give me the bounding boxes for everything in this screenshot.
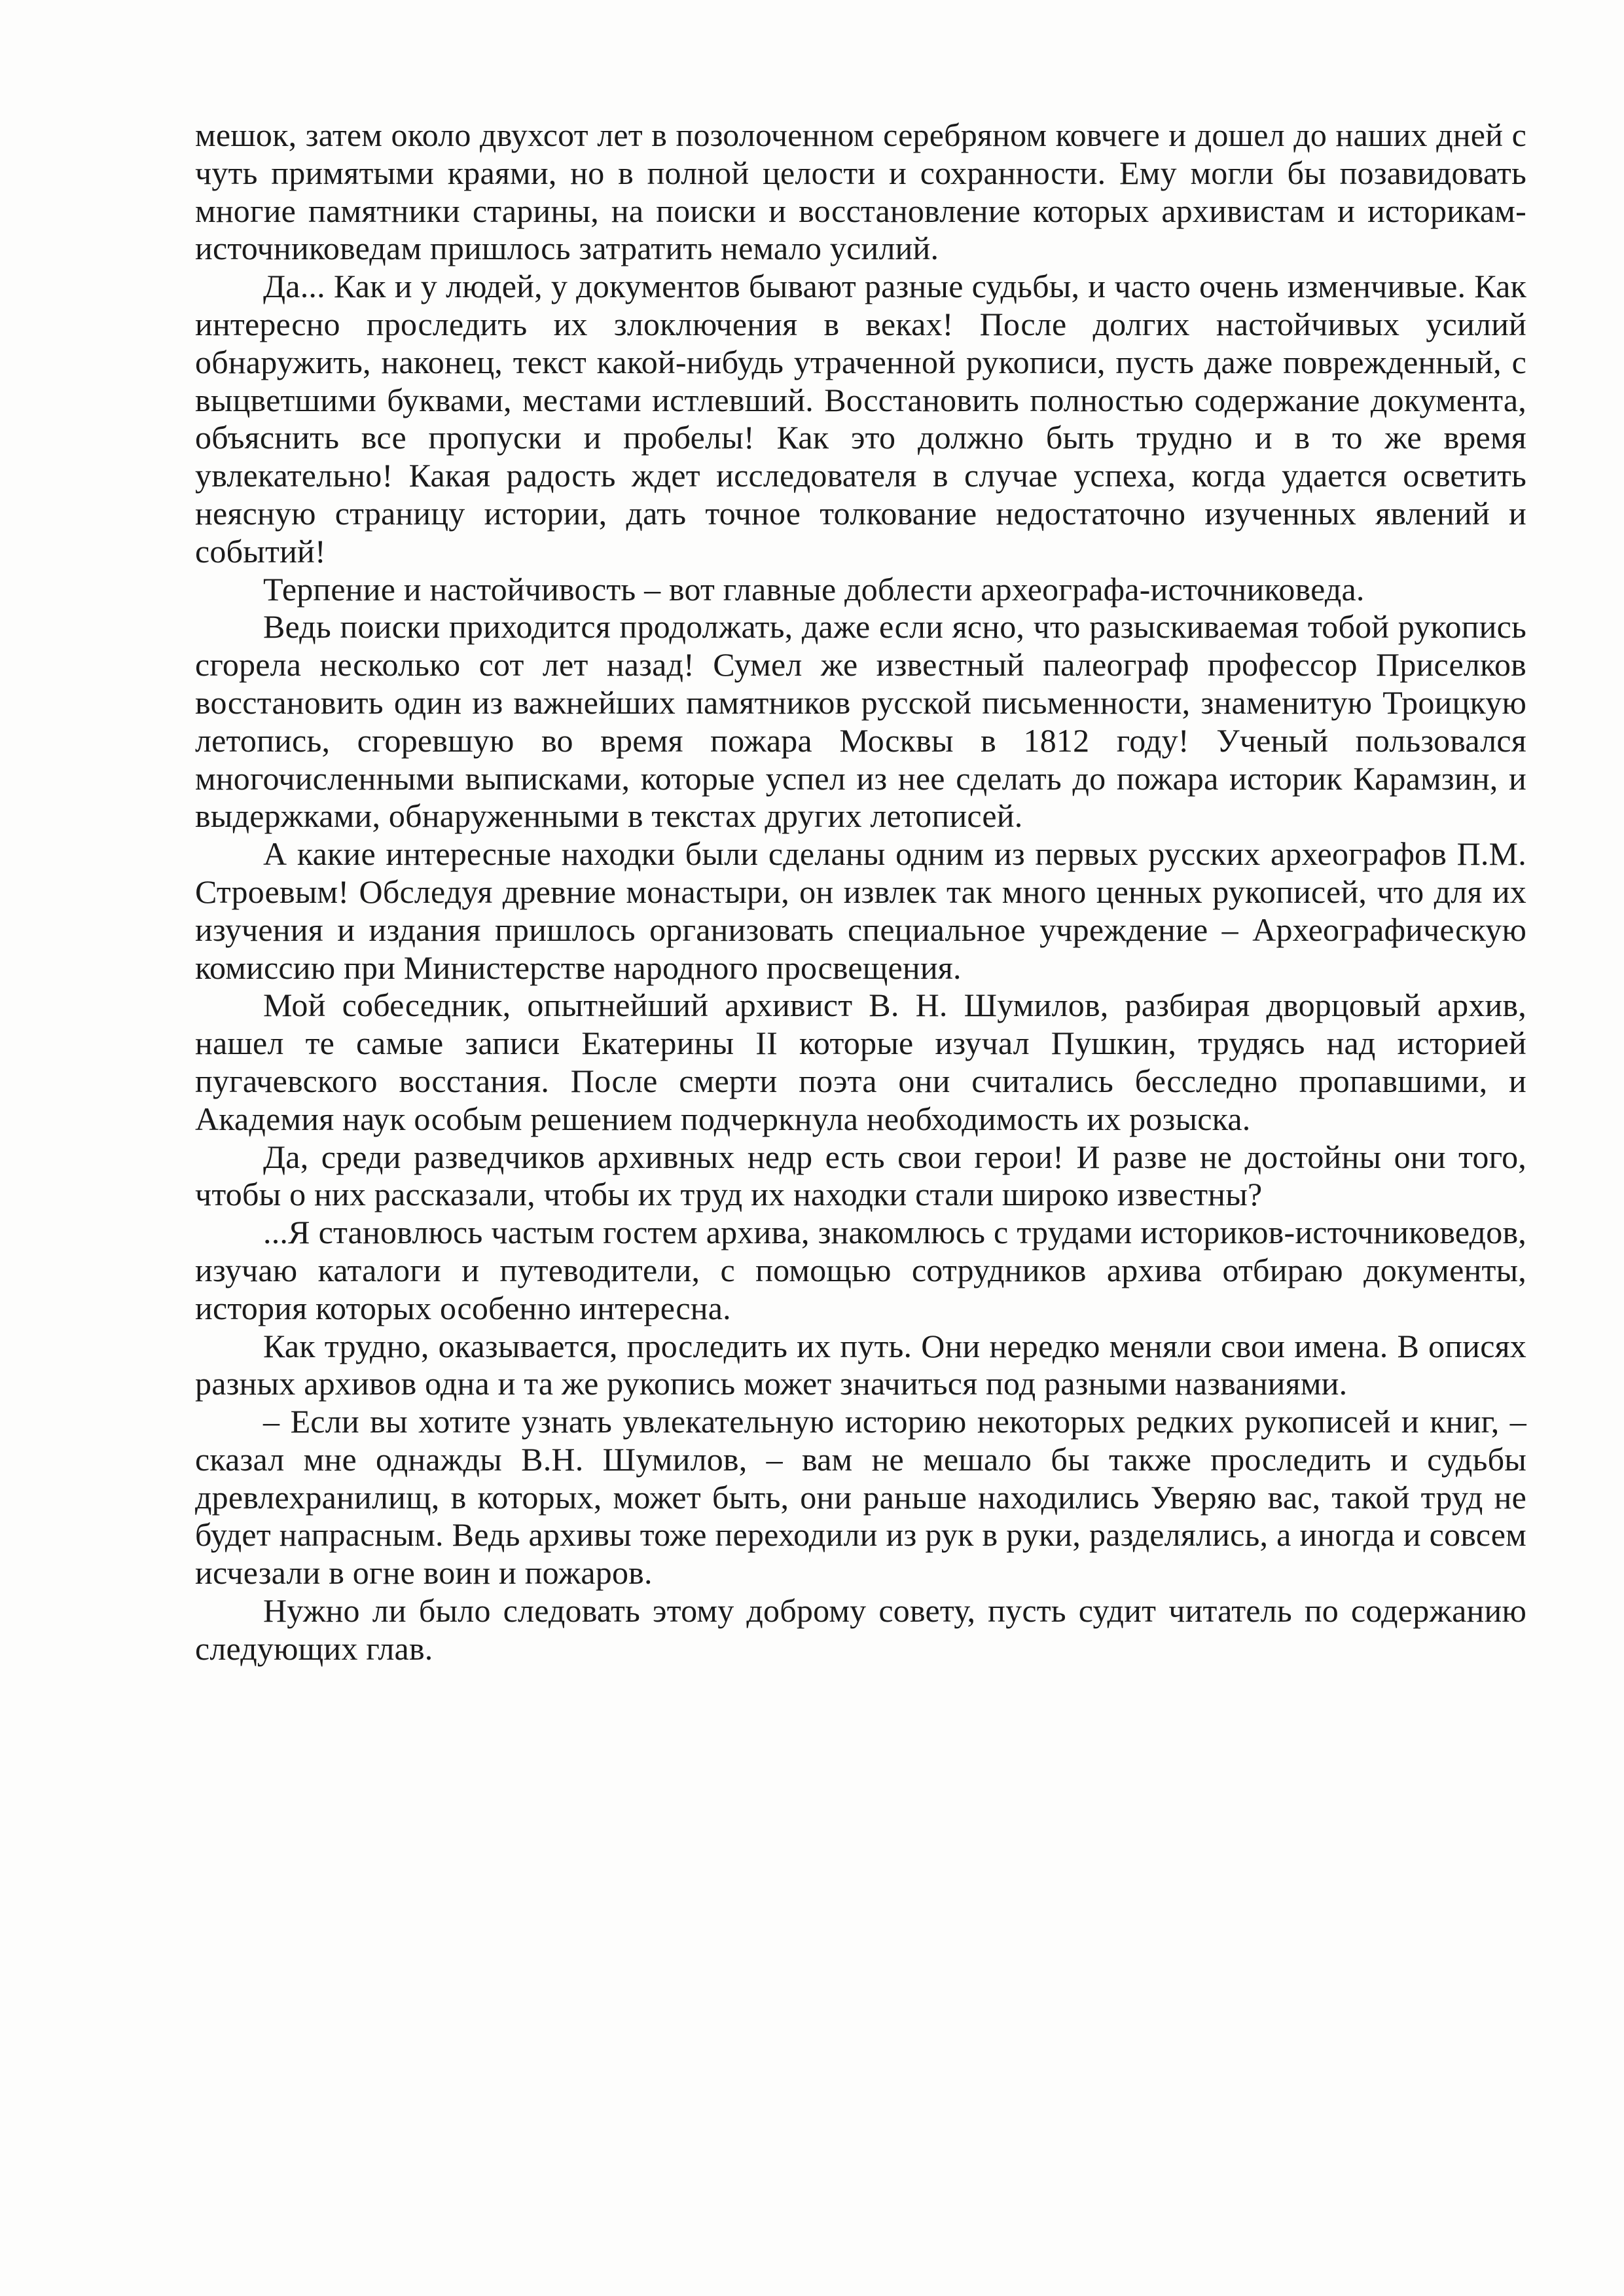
paragraph: ...Я становлюсь частым гостем архива, знакомлюсь с трудами историков-источниковедов, изучаю каталоги и путеводители, с помощью сотрудников архива отбираю документы, история которых особенно интересна. [195,1214,1526,1326]
paragraph: Да, среди разведчиков архивных недр есть свои герои! И разве не достойны они того, чтобы о них рассказали, чтобы их труд их находки стали широко известны? [195,1138,1526,1213]
paragraph: – Если вы хотите узнать увлекательную историю некоторых редких рукописей и книг, – сказал мне однажды В.Н. Шумилов, – вам не мешало бы также проследить и судьбы древлехранилищ, в которых, может быть, они раньше находились Уверяю вас, такой труд не будет напрасным. Ведь архивы тоже переходили из рук в руки, разделялись, а иногда и совсем исчезали в огне воин и пожаров. [195,1403,1526,1592]
paragraph: Терпение и настойчивость – вот главные доблести археографа-источниковеда. [263,570,1365,608]
paragraph: Нужно ли было следовать этому доброму совету, пусть судит читатель по содержанию следующих глав. [195,1592,1526,1667]
paragraph: Как трудно, оказывается, проследить их путь. Они нередко меняли свои имена. В описях разных архивов одна и та же рукопись может значиться под разными названиями. [195,1327,1526,1402]
paragraph: А какие интересные находки были сделаны одним из первых русских археографов П.М. Строевым! Обследуя древние монастыри, он извлек так много ценных рукописей, что для их изучения и издания пришлось организовать специальное учреждение – Археографическую комиссию при Министерстве народного просвещения. [195,835,1526,986]
paragraph: Да... Как и у людей, у документов бывают разные судьбы, и часто очень изменчивые. Как интересно проследить их злоключения в веках! После долгих настойчивых усилий обнаружить, наконец, текст какой-нибудь утраченной рукописи, пусть даже поврежденный, с выцветшими буквами, местами истлевший. Восстановить полностью содержание документа, объяснить все пропуски и пробелы! Как это должно быть трудно и в то же время увлекательно! Какая радость ждет исследователя в случае успеха, когда удается осветить неясную страницу истории, дать точное толкование недостаточно изученных явлений и событий! [195,268,1526,570]
paragraph: Мой собеседник, опытнейший архивист В. Н. Шумилов, разбирая дворцовый архив, нашел те самые записи Екатерины II которые изучал Пушкин, трудясь над историей пугачевского восстания. После смерти поэта они считались бесследно пропавшими, и Академия наук особым решением подчеркнула необходимость их розыска. [195,987,1526,1137]
paragraph: Ведь поиски приходится продолжать, даже если ясно, что разыскиваемая тобой рукопись сгорела несколько сот лет назад! Сумел же известный палеограф профессор Приселков восстановить один из важнейших памятников русской письменности, знаменитую Троицкую летопись, сгоревшую во время пожара Москвы в 1812 году! Ученый пользовался многочисленными выписками, которые успел из нее сделать до пожара историк Карамзин, и выдержками, обнаруженными в текстах других летописей. [195,608,1526,835]
page-text-block [195,117,1526,1668]
paragraph-continuation: мешок, затем около двухсот лет в позолоченном серебряном ковчеге и дошел до наших дней с чуть примятыми краями, но в полной целости и сохранности. Ему могли бы позавидовать многие памятники старины, на поиски и восстановление которых архивистам и историкам-источниковедам пришлось затратить немало усилий. [195,117,1526,267]
